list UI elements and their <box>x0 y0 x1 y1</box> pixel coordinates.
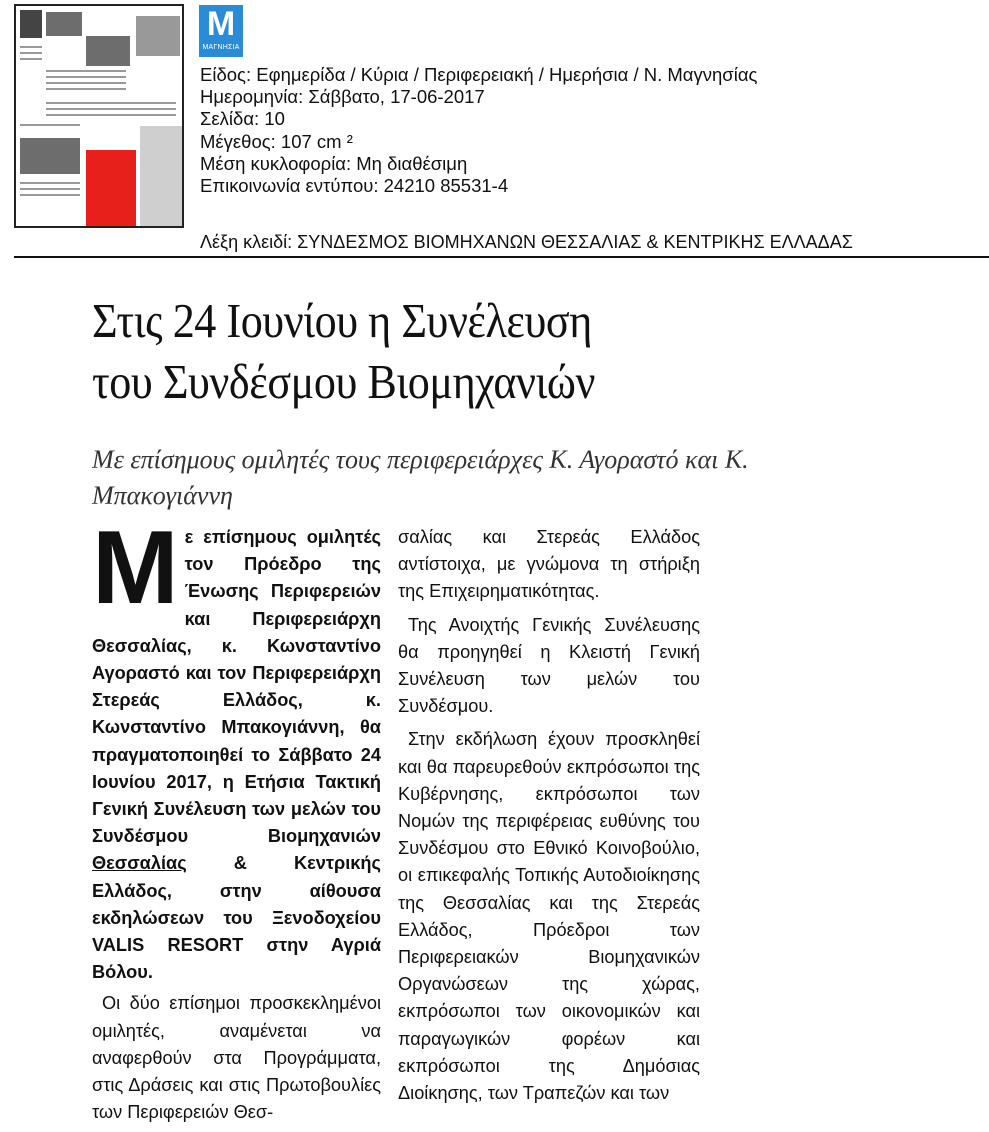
meta-date: Ημερομηνία: Σάββατο, 17-06-2017 <box>200 86 485 108</box>
article-paragraph: σαλίας και Στερεάς Ελλάδος αντίστοιχα, με γνώμονα τη στήριξη της Επιχειρηματικότητας. <box>398 527 700 602</box>
meta-circulation: Μέση κυκλοφορία: Μη διαθέσιμη <box>200 152 468 174</box>
thumbnail-photo <box>46 12 82 36</box>
thumbnail-photo <box>136 16 180 56</box>
article-subtitle: Με επίσημους ομιλητές τους περιφερειάρχες Κ. Αγοραστό και Κ. Μπακογιάννη <box>92 445 749 510</box>
logo-label: ΜΑΓΝΗΣΙΑ <box>202 44 240 51</box>
keyword-line: Λέξη κλειδί: ΣΥΝΔΕΣΜΟΣ ΒΙΟΜΗΧΑΝΩΝ ΘΕΣΣΑΛΙΑΣ & ΚΕΝΤΡΙΚΗΣ ΕΛΛΑΔΑΣ <box>200 232 853 252</box>
thumbnail-ad <box>140 126 182 226</box>
article-headline <box>92 290 884 412</box>
drop-cap: Μ <box>92 510 179 626</box>
headline-line-1: Στις 24 Ιουνίου η Συνέλευση <box>92 293 592 348</box>
thumbnail-masthead <box>20 10 42 38</box>
thumbnail-photo <box>86 36 130 66</box>
thumbnail-highlight <box>86 150 136 226</box>
logo-letter: M <box>206 5 236 43</box>
meta-contact: Επικοινωνία εντύπου: 24210 85531-4 <box>200 175 509 197</box>
publication-logo <box>199 5 243 57</box>
article-column-1 <box>92 510 381 1132</box>
article-paragraph: Στην εκδήλωση έχουν προσκληθεί και θα παρευρεθούν εκπρόσωποι της Κυβέρνησης, εκπρόσωποι των Νομών της περιφέρειας ευθύνης του Συνδέσμου στο Εθνικό Κοινοβούλιο, οι επικεφαλής Τοπικής Αυτοδιοίκησης της Θεσσαλίας και της Στερεάς Ελλάδος, Πρόεδροι των Περιφερειακών Βιομηχανικών Οργανώσεων της χώρας, εκπρόσωποι των οικονομικών και παραγωγικών φορέων και εκπρόσωποι της Δημόσιας Διοίκησης, των Τραπεζών και των <box>398 729 700 1104</box>
header-divider <box>14 256 989 258</box>
clipping-metadata <box>200 64 757 197</box>
keyword-highlight: Θεσσαλίας <box>92 853 187 874</box>
thumbnail-photo <box>20 138 80 174</box>
meta-size: Μέγεθος: 107 cm ² <box>200 130 353 152</box>
article-column-2 <box>398 524 700 1113</box>
article-paragraph: Της Ανοιχτής Γενικής Συνέλευσης θα προηγηθεί η Κλειστή Γενική Συνέλευση των μελών του Συνδέσμου. <box>398 614 700 717</box>
meta-page: Σελίδα: 10 <box>200 108 285 130</box>
page-thumbnail <box>14 4 184 228</box>
headline-line-2: του Συνδέσμου Βιομηχανιών <box>92 354 595 409</box>
article-lead: ε επίσημους ομιλητές τον Πρόεδρο της Ένωσης Περιφερειών και Περιφερειάρχη Θεσσαλίας, κ. Κωνσταντίνο Αγοραστό και τον Περιφερειάρχη Στερεάς Ελλάδος, κ. Κωνσταντίνο Μπακογιάννη, θα πραγματοποιηθεί το Σάββατο 24 Ιουνίου 2017, η Ετήσια Τακτική Γενική Συνέλευση των μελών του Συνδέσμου Βιομηχανιών Θεσσαλίας & Κεντρικής Ελλάδος, στην αίθουσα εκδηλώσεων του Ξενοδοχείου VALIS RESORT στην Αγριά Βόλου. <box>92 527 381 983</box>
meta-type: Είδος: Εφημερίδα / Κύρια / Περιφερειακή / Ημερήσια / Ν. Μαγνησίας <box>200 64 758 85</box>
article-paragraph: Οι δύο επίσημοι προσκεκλημένοι ομιλητές, αναμένεται να αναφερθούν στα Προγράμματα, στις Δράσεις και στις Πρωτοβουλίες των Περιφερειών Θεσ- <box>92 993 381 1123</box>
